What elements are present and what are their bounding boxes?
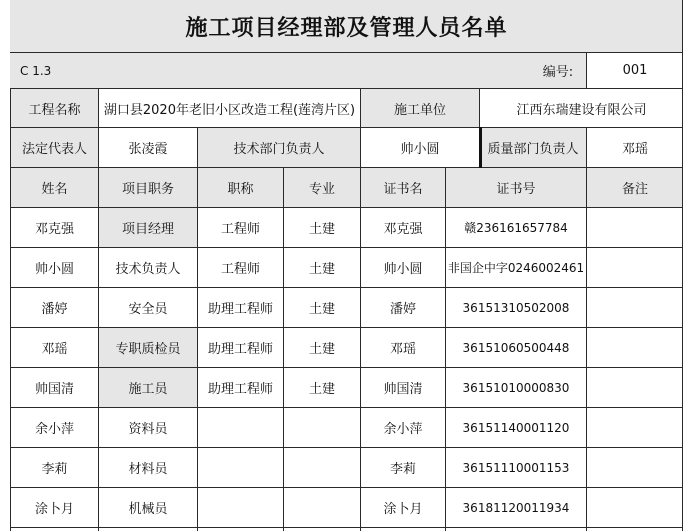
row-0-title[interactable]: 工程师 [198, 208, 283, 247]
row-1-cert-no[interactable]: 非国企中字0246002461 [446, 248, 586, 287]
row-2-note[interactable] [587, 288, 683, 327]
row-5-major[interactable] [284, 408, 360, 447]
row-2-title[interactable]: 助理工程师 [198, 288, 283, 327]
grid-line [10, 447, 683, 448]
row-4-title[interactable]: 助理工程师 [198, 368, 283, 407]
row-6-major[interactable] [284, 448, 360, 487]
grid-line [10, 327, 683, 328]
grid-line [586, 127, 587, 531]
row-6-name[interactable]: 李莉 [11, 448, 98, 487]
row-6-title[interactable] [198, 448, 283, 487]
grid-line [10, 367, 683, 368]
row-5-role[interactable]: 资料员 [99, 408, 197, 447]
quality-head-value[interactable]: 邓瑶 [587, 128, 683, 167]
grid-line [10, 247, 683, 248]
row-0-major[interactable]: 土建 [284, 208, 360, 247]
form-code[interactable]: C 1.3 [10, 53, 530, 88]
grid-line [10, 52, 683, 53]
row-4-name[interactable]: 帅国清 [11, 368, 98, 407]
row-0-cert-no[interactable]: 赣236161657784 [446, 208, 586, 247]
row-6-cert-no[interactable]: 36151110001153 [446, 448, 586, 487]
header-cert-no[interactable]: 证书号 [446, 168, 586, 207]
row-4-major[interactable]: 土建 [284, 368, 360, 407]
row-1-name[interactable]: 帅小圆 [11, 248, 98, 287]
legal-rep-label[interactable]: 法定代表人 [11, 128, 98, 167]
grid-line [360, 88, 361, 531]
grid-line [283, 167, 284, 531]
row-0-name[interactable]: 邓克强 [11, 208, 98, 247]
row-7-name[interactable]: 涂卜月 [11, 488, 98, 527]
legal-rep-value[interactable]: 张凌霞 [99, 128, 197, 167]
row-7-cert-name[interactable]: 涂卜月 [361, 488, 445, 527]
selection-border [479, 127, 482, 168]
grid-line [98, 88, 99, 531]
project-name-label[interactable]: 工程名称 [11, 89, 98, 127]
header-title[interactable]: 职称 [198, 168, 283, 207]
row-5-note[interactable] [587, 408, 683, 447]
row-3-cert-name[interactable]: 邓瑶 [361, 328, 445, 367]
row-2-cert-no[interactable]: 36151310502008 [446, 288, 586, 327]
grid-line [10, 207, 683, 208]
row-5-cert-name[interactable]: 余小萍 [361, 408, 445, 447]
row-1-title[interactable]: 工程师 [198, 248, 283, 287]
header-note[interactable]: 备注 [587, 168, 683, 207]
header-name[interactable]: 姓名 [11, 168, 98, 207]
row-1-major[interactable]: 土建 [284, 248, 360, 287]
construction-unit-label[interactable]: 施工单位 [361, 89, 479, 127]
row-0-role[interactable]: 项目经理 [99, 208, 197, 247]
header-role[interactable]: 项目职务 [99, 168, 197, 207]
row-3-major[interactable]: 土建 [284, 328, 360, 367]
number-label[interactable]: 编号: [530, 53, 586, 88]
row-7-major[interactable] [284, 488, 360, 527]
grid-line [586, 53, 587, 88]
row-7-note[interactable] [587, 488, 683, 527]
row-0-cert-name[interactable]: 邓克强 [361, 208, 445, 247]
row-4-cert-no[interactable]: 36151010000830 [446, 368, 586, 407]
row-3-name[interactable]: 邓瑶 [11, 328, 98, 367]
row-1-note[interactable] [587, 248, 683, 287]
row-6-cert-name[interactable]: 李莉 [361, 448, 445, 487]
number-value[interactable]: 001 [587, 53, 683, 88]
grid-line [10, 88, 11, 531]
row-7-role[interactable]: 机械员 [99, 488, 197, 527]
grid-line [10, 407, 683, 408]
row-0-note[interactable] [587, 208, 683, 247]
row-7-cert-no[interactable]: 36181120011934 [446, 488, 586, 527]
row-6-note[interactable] [587, 448, 683, 487]
row-2-name[interactable]: 潘婷 [11, 288, 98, 327]
row-2-major[interactable]: 土建 [284, 288, 360, 327]
grid-line [10, 487, 683, 488]
quality-head-label[interactable]: 质量部门负责人 [480, 128, 586, 167]
grid-line [10, 287, 683, 288]
grid-line [197, 127, 198, 531]
row-5-name[interactable]: 余小萍 [11, 408, 98, 447]
grid-line [10, 127, 683, 128]
row-4-cert-name[interactable]: 帅国清 [361, 368, 445, 407]
row-3-title[interactable]: 助理工程师 [198, 328, 283, 367]
row-3-role[interactable]: 专职质检员 [99, 328, 197, 367]
row-5-title[interactable] [198, 408, 283, 447]
header-major[interactable]: 专业 [284, 168, 360, 207]
row-3-note[interactable] [587, 328, 683, 367]
row-2-role[interactable]: 安全员 [99, 288, 197, 327]
project-name-value[interactable]: 湖口县2020年老旧小区改造工程(莲湾片区) [99, 89, 360, 127]
sheet-title[interactable]: 施工项目经理部及管理人员名单 [10, 0, 683, 52]
header-cert-name[interactable]: 证书名 [361, 168, 445, 207]
grid-line [10, 167, 683, 168]
row-5-cert-no[interactable]: 36151140001120 [446, 408, 586, 447]
row-4-note[interactable] [587, 368, 683, 407]
row-4-role[interactable]: 施工员 [99, 368, 197, 407]
tech-head-label[interactable]: 技术部门负责人 [198, 128, 360, 167]
row-6-role[interactable]: 材料员 [99, 448, 197, 487]
grid-line [445, 167, 446, 531]
row-7-title[interactable] [198, 488, 283, 527]
row-1-role[interactable]: 技术负责人 [99, 248, 197, 287]
construction-unit-value[interactable]: 江西东瑞建设有限公司 [480, 89, 683, 127]
row-1-cert-name[interactable]: 帅小圆 [361, 248, 445, 287]
row-2-cert-name[interactable]: 潘婷 [361, 288, 445, 327]
grid-line [10, 527, 683, 528]
row-3-cert-no[interactable]: 36151060500448 [446, 328, 586, 367]
grid-line [10, 88, 683, 89]
tech-head-value[interactable]: 帅小圆 [361, 128, 479, 167]
